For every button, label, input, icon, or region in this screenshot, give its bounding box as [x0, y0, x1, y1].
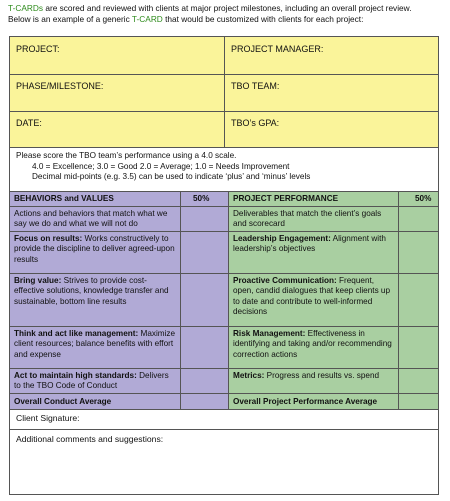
behavior-score-cell[interactable] — [180, 274, 228, 326]
behavior-cell — [10, 207, 180, 231]
behavior-score-cell[interactable] — [180, 327, 228, 368]
table-row — [10, 273, 438, 326]
behavior-cell — [10, 274, 180, 326]
behavior-text: Actions and behaviors that match what we say we do and what we will not do — [14, 209, 168, 229]
intro-line-1-rest: are scored and reviewed with clients at major project milestones, including an overall project review. — [43, 3, 412, 13]
behavior-title: Focus on results: — [14, 234, 83, 243]
project-performance-header: PROJECT PERFORMANCE — [228, 192, 398, 206]
scoring-instructions — [10, 148, 438, 191]
behavior-cell — [10, 327, 180, 368]
table-row — [10, 326, 438, 368]
behavior-text: Strives to provide cost-effective solutions, knowledge transfer and sustainable, bottom line results — [14, 276, 169, 306]
performance-text: Alignment with leadership’s objectives — [233, 234, 386, 254]
intro-line-2-pre: Below is an example of a generic — [8, 13, 132, 24]
scale-line-2: 4.0 = Excellence; 3.0 = Good 2.0 = Average; 1.0 = Needs Improvement — [32, 161, 290, 171]
behavior-text: Works constructively to provide the discipline to deliver agreed-upon results — [14, 234, 175, 264]
performance-cell — [228, 232, 398, 273]
overall-performance-average-label: Overall Project Performance Average — [228, 394, 398, 409]
performance-weight: 50% — [398, 192, 438, 206]
performance-title: Leadership Engagement: — [233, 234, 331, 243]
comments-field[interactable]: Additional comments and suggestions: — [10, 429, 438, 495]
performance-text: Effectiveness in identifying and taking and/or recommending correction actions — [233, 329, 392, 359]
tcard-term: T-CARDs — [8, 3, 44, 13]
performance-title: Metrics: — [233, 371, 265, 380]
behaviors-weight: 50% — [180, 192, 228, 206]
performance-cell — [228, 274, 398, 326]
performance-title: Risk Management: — [233, 329, 306, 338]
behavior-title: Act to maintain high standards: — [14, 371, 137, 380]
intro-line-2-post: that would be customized with clients for each project: — [162, 13, 364, 24]
scale-line-1: Please score the TBO team’s performance using a 4.0 scale. — [16, 151, 237, 160]
overall-conduct-average-label: Overall Conduct Average — [10, 394, 180, 409]
behavior-title: Bring value: — [14, 276, 62, 285]
performance-text: Deliverables that match the client’s goals and scorecard — [233, 209, 382, 229]
behavior-score-cell[interactable] — [180, 232, 228, 273]
divider — [224, 37, 225, 147]
performance-title: Proactive Communication: — [233, 276, 337, 285]
performance-score-cell[interactable] — [398, 207, 438, 231]
performance-cell — [228, 369, 398, 393]
tcard-form — [9, 36, 439, 495]
behavior-text: Delivers to the TBO Code of Conduct — [14, 371, 169, 391]
performance-text: Progress and results vs. spend — [264, 371, 380, 380]
column-header-row — [10, 191, 438, 206]
intro-text — [8, 3, 446, 24]
project-field[interactable]: PROJECT: — [16, 44, 60, 54]
phase-milestone-field[interactable]: PHASE/MILESTONE: — [16, 81, 104, 91]
performance-cell — [228, 207, 398, 231]
performance-score-cell[interactable] — [398, 274, 438, 326]
table-row — [10, 206, 438, 231]
tcard-term-2: T-CARD — [131, 13, 163, 24]
table-row — [10, 368, 438, 393]
performance-score-cell[interactable] — [398, 327, 438, 368]
behavior-score-cell[interactable] — [180, 369, 228, 393]
performance-cell — [228, 327, 398, 368]
intro-line-1 — [8, 3, 446, 14]
behavior-cell — [10, 232, 180, 273]
performance-text: Frequent, open, candid dialogues that keep clients up to date and contribute to well-informed decisions — [233, 276, 391, 317]
date-field[interactable]: DATE: — [16, 118, 42, 128]
performance-score-cell[interactable] — [398, 232, 438, 273]
behavior-text: Maximize client resources; balance benefits with effort and expense — [14, 329, 176, 359]
behaviors-values-header: BEHAVIORS and VALUES — [10, 192, 180, 206]
project-manager-field[interactable]: PROJECT MANAGER: — [231, 44, 324, 54]
project-header — [10, 37, 438, 147]
average-row — [10, 393, 438, 409]
scale-line-3: Decimal mid-points (e.g. 3.5) can be used to indicate ‘plus’ and ‘minus’ levels — [32, 172, 311, 182]
tbo-team-field[interactable]: TBO TEAM: — [231, 81, 280, 91]
behavior-cell — [10, 369, 180, 393]
overall-conduct-average-value[interactable] — [180, 394, 228, 409]
overall-performance-average-value[interactable] — [398, 394, 438, 409]
client-signature-field[interactable]: Client Signature: — [10, 409, 438, 429]
performance-score-cell[interactable] — [398, 369, 438, 393]
tbo-gpa-field[interactable]: TBO’s GPA: — [231, 118, 280, 128]
table-row — [10, 231, 438, 273]
intro-line-2 — [8, 14, 446, 25]
behavior-score-cell[interactable] — [180, 207, 228, 231]
behavior-title: Think and act like management: — [14, 329, 139, 338]
